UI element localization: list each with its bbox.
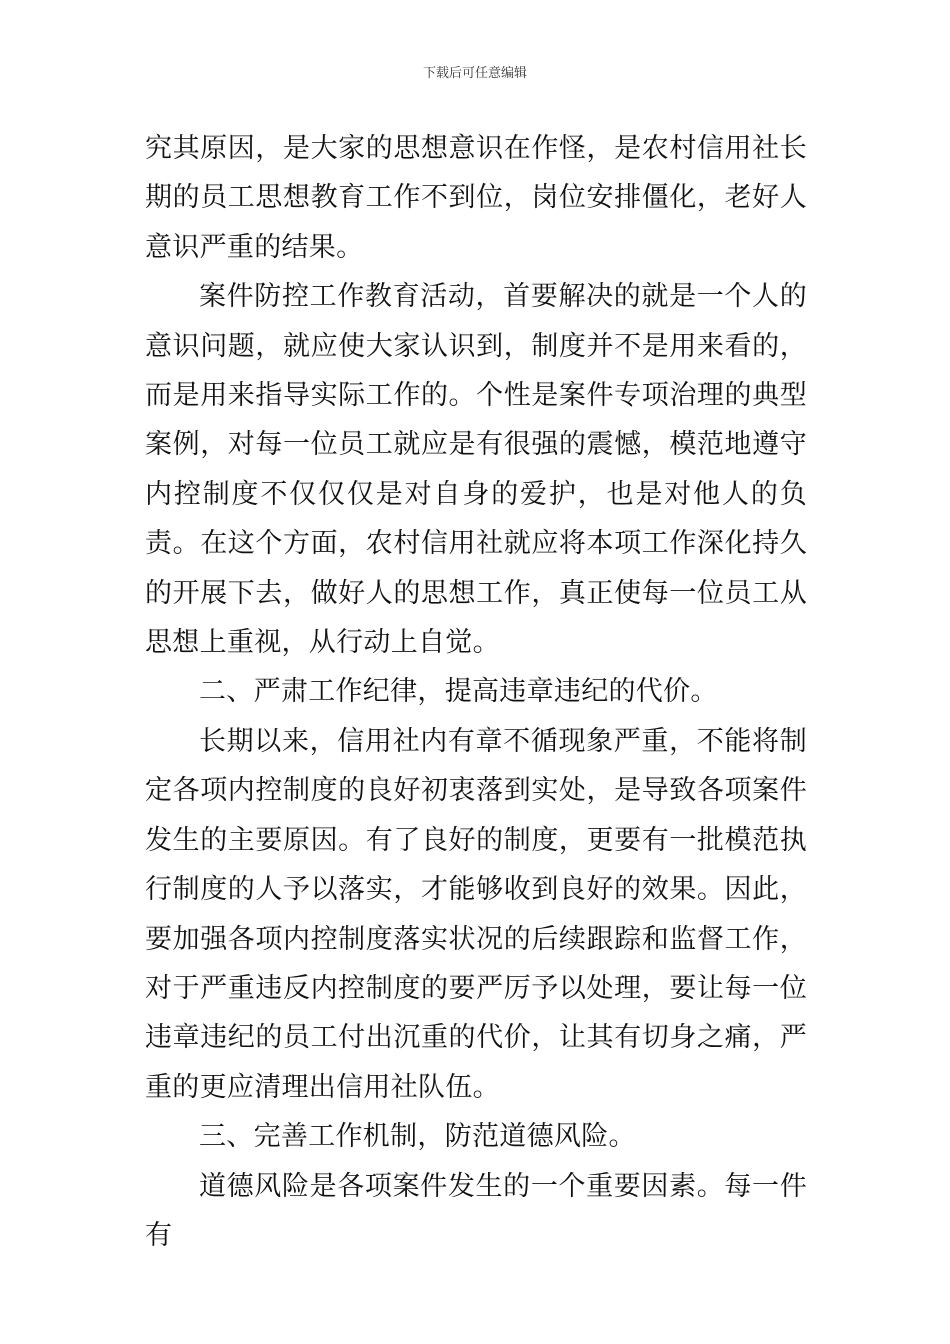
paragraph-education: 案件防控工作教育活动，首要解决的就是一个人的意识问题，就应使大家认识到，制度并不是用来看的，而是用来指导实际工作的。个性是案件专项治理的典型案例，对每一位员工就应是有很强的震憾，模范地遵守内控制度不仅仅仅是对自身的爱护，也是对他人的负责。在这个方面，农村信用社就应将本项工作深化持久的开展下去，做好人的思想工作，真正使每一位员工从思想上重视，从行动上自觉。 (145, 281, 807, 659)
section-heading-discipline: 二、严肃工作纪律，提高违章违纪的代价。 (199, 676, 718, 708)
document-body (145, 124, 807, 1260)
paragraph-discipline: 长期以来，信用社内有章不循现象严重，不能将制定各项内控制度的良好初衷落到实处，是导致各项案件发生的主要原因。有了良好的制度，更要有一批模范执行制度的人予以落实，才能够收到良好的效果。因此，要加强各项内控制度落实状况的后续跟踪和监督工作，对于严重违反内控制度的要严厉予以处理，要让每一位违章违纪的员工付出沉重的代价，让其有切身之痛，严重的更应清理出信用社队伍。 (145, 725, 807, 1103)
page-header: 下载后可任意编辑 (422, 66, 527, 81)
paragraph-cause: 究其原因，是大家的思想意识在作怪，是农村信用社长期的员工思想教育工作不到位，岗位安排僵化，老好人意识严重的结果。 (145, 133, 807, 263)
section-heading-mechanism: 三、完善工作机制，防范道德风险。 (199, 1121, 636, 1153)
paragraph-moral-risk: 道德风险是各项案件发生的一个重要因素。每一件有 (145, 1170, 807, 1251)
